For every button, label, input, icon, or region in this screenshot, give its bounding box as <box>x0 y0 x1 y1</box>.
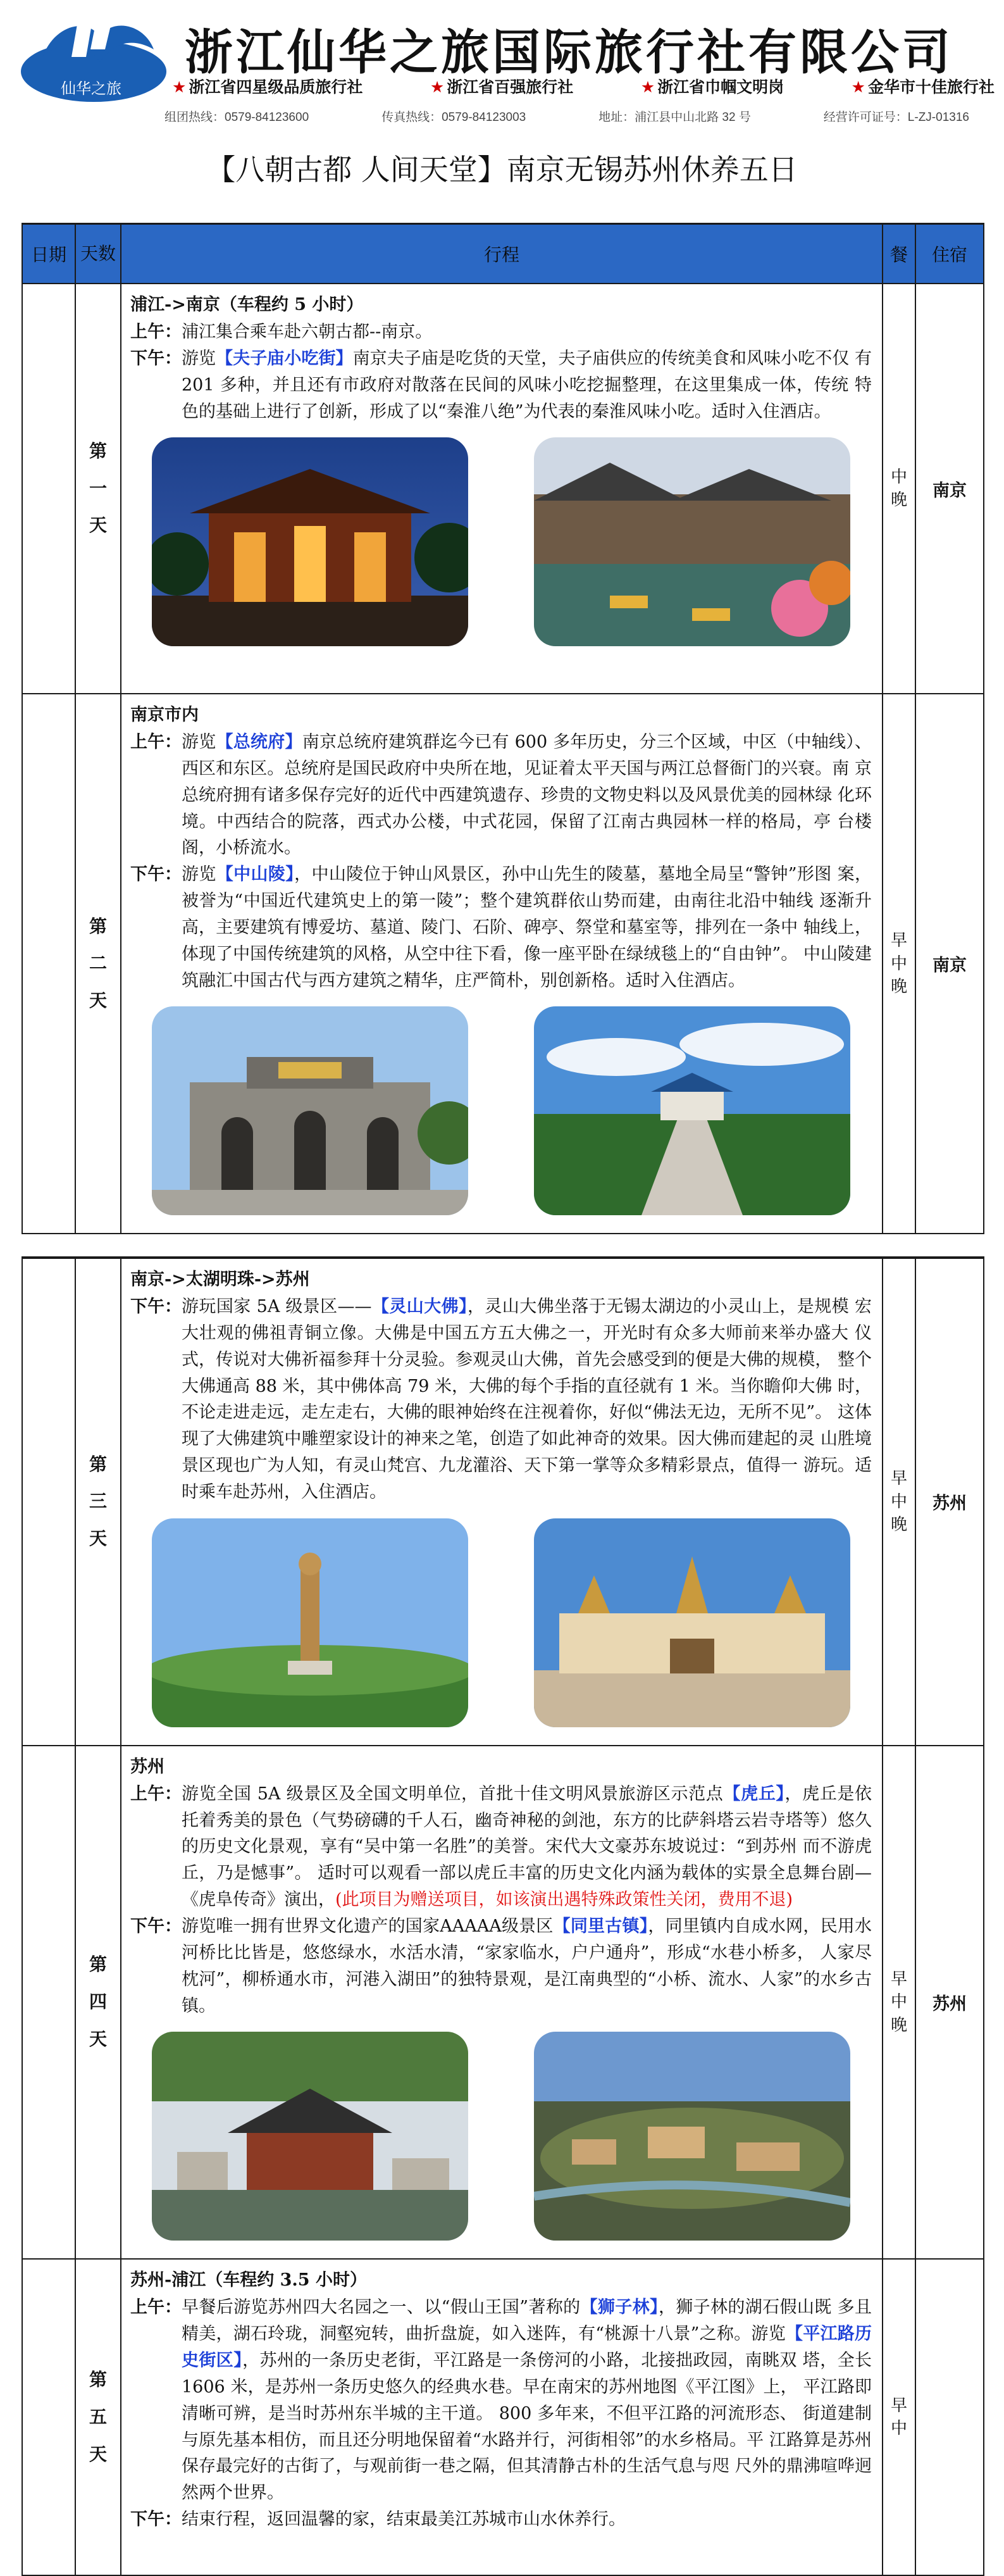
day-row <box>22 1258 984 1746</box>
contact-fax: 传真热线：0579-84123003 <box>381 111 526 124</box>
table-header-row <box>22 224 984 284</box>
gift-notice: (此项目为赠送项目，如该演出遇特殊政策性关闭，费用不退) <box>335 1890 793 1910</box>
header-trip: 行程 <box>121 224 883 284</box>
sun-yatsen-mausoleum-photo <box>534 1006 850 1215</box>
photo-row <box>130 1506 872 1736</box>
itinerary-table-continued <box>22 1256 984 2576</box>
segment-morning: 上午： 早餐后游览苏州四大名园之一、以“假山王国”著称的【狮子林】，狮子林的湖石假山既 多且精美，湖石玲珑，洞壑宛转，曲折盘旋，如入迷阵，有“桃源十八景”之称。游览【平江路历史街区】，苏州的一条历史老街，平江路是一条傍河的小路，北接拙政园，南眺双 塔，全长 1606 米，是苏州一条历史悠久的经典水巷。早在南宋的苏州地图《平江图》上， 平江路即清晰可辨，是当时苏州东半城的主干道。 800 多年来，不但平江路的河流形态、 街道建制与原先基本相仿，而且还分明地保留着“水路并行，河街相邻”的水乡格局。平 江路算是苏州保存最完好的古街了，与观前街一巷之隔，但其清静古朴的生活气息与咫 尺外的鼎沸喧哗迥然两个世界。 <box>130 2298 872 2503</box>
qinhuai-river-photo <box>534 437 850 646</box>
presidential-palace-photo <box>152 1006 468 1215</box>
date-cell <box>22 1746 75 2260</box>
attraction-name: 【同里古镇】 <box>553 1916 648 1936</box>
header-day: 天数 <box>75 224 121 284</box>
meal-cell: 早 中 晚 <box>883 1258 915 1746</box>
trip-cell <box>121 1746 883 2260</box>
header-meal: 餐 <box>883 224 915 284</box>
honor-item: ★ 金华市十佳旅行社 <box>851 78 995 96</box>
trip-cell <box>121 694 883 1234</box>
route-title: 南京->太湖明珠->苏州 <box>130 1270 310 1289</box>
attraction-name: 【平江路历史街区】 <box>182 2324 872 2371</box>
day-row <box>22 1746 984 2260</box>
route-title: 苏州-浦江（车程约 3.5 小时） <box>130 2270 367 2291</box>
attraction-name: 【狮子林】 <box>580 2298 659 2318</box>
route-title: 南京市内 <box>130 705 199 725</box>
star-icon: ★ <box>640 78 655 96</box>
contact-phone: 组团热线：0579-84123600 <box>164 111 309 124</box>
star-icon: ★ <box>430 78 445 96</box>
trip-cell <box>121 1258 883 1746</box>
attraction-name: 【夫子庙小吃街】 <box>216 348 353 368</box>
header-date: 日期 <box>22 224 75 284</box>
date-cell <box>22 2259 75 2575</box>
photo-row <box>130 425 872 655</box>
hotel-cell: 苏州 <box>915 1746 984 2260</box>
day-row <box>22 2259 984 2575</box>
segment-morning: 上午： 浦江集合乘车赴六朝古都--南京。 <box>130 322 433 342</box>
tour-title: 【八朝古都 人间天堂】南京无锡苏州休养五日 <box>206 153 798 187</box>
segment-morning: 上午： 游览【总统府】南京总统府建筑群迄今已有 600 多年历史，分三个区域，中区（中轴线）、 西区和东区。总统府是国民政府中央所在地，见证着太平天国与两江总督衙门的兴衰。南 京总统府拥有诸多保存完好的近代中西建筑遗存、珍贵的文物史料以及风景优美的园林绿 化环境。中西结合的院落，西式办公楼，中式花园，保留了江南古典园林一样的格局，亭 台楼阁，小桥流水。 <box>130 732 872 858</box>
hotel-cell: 苏州 <box>915 1258 984 1746</box>
date-cell <box>22 284 75 694</box>
segment-afternoon: 下午： 游览唯一拥有世界文化遗产的国家AAAAA级景区【同里古镇】，同里镇内自成水网，民用水河桥比比皆是，悠悠绿水，水活水清，“家家临水，户户通舟”，形成“水巷小桥多， 人家尽枕河”，柳桥通水市，河港入湖田”的独特景观，是江南典型的“小桥、流水、人家”的水乡古镇。 <box>130 1916 872 2016</box>
photo-row <box>130 2019 872 2249</box>
hotel-cell <box>915 2259 984 2575</box>
night-gate-photo <box>152 437 468 646</box>
segment-afternoon: 下午： 游览【中山陵】，中山陵位于钟山风景区，孙中山先生的陵墓，墓地全局呈“警钟”形图 案，被誉为“中国近代建筑史上的第一陵”；整个建筑群依山势而建，由南往北沿中轴线 逐渐升高，主要建筑有博爱坊、墓道、陵门、石阶、碑亭、祭堂和墓室等，排列在一条中 轴线上，体现了中国传统建筑的风格，从空中往下看，像一座平卧在绿绒毯上的“自由钟”。 中山陵建筑融汇中国古代与西方建筑之精华，庄严简朴，别创新格。适时入住酒店。 <box>130 865 872 991</box>
day-number: 第 二 天 <box>75 694 121 1234</box>
lingshan-palace-photo <box>534 1518 850 1727</box>
trip-cell <box>121 284 883 694</box>
date-cell <box>22 1258 75 1746</box>
meal-cell: 早 中 晚 <box>883 694 915 1234</box>
star-icon: ★ <box>851 78 865 96</box>
tongli-aerial-photo <box>534 2032 850 2241</box>
segment-afternoon: 下午： 结束行程，返回温馨的家，结束最美江苏城市山水休养行。 <box>130 2510 626 2530</box>
suzhou-garden-photo <box>152 2032 468 2241</box>
honor-item: ★ 浙江省百强旅行社 <box>430 78 574 96</box>
honor-item: ★ 浙江省巾帼文明岗 <box>640 78 784 96</box>
route-title: 苏州 <box>130 1756 164 1777</box>
company-logo <box>18 11 170 106</box>
page-header <box>0 0 1004 133</box>
honors-list <box>172 75 995 97</box>
day-row <box>22 284 984 694</box>
meal-cell: 早 中 <box>883 2259 915 2575</box>
license-number: 经营许可证号：L-ZJ-01316 <box>823 111 969 124</box>
day-row <box>22 694 984 1234</box>
day-number: 第 四 天 <box>75 1746 121 2260</box>
route-title: 浦江->南京（车程约 5 小时） <box>130 295 364 315</box>
lingshan-buddha-photo <box>152 1518 468 1727</box>
attraction-name: 【总统府】 <box>216 732 302 752</box>
meal-cell: 中 晚 <box>883 284 915 694</box>
attraction-name: 【虎丘】 <box>723 1784 785 1804</box>
date-cell <box>22 694 75 1234</box>
attraction-name: 【灵山大佛】 <box>371 1297 468 1316</box>
segment-afternoon: 下午： 游览【夫子庙小吃街】南京夫子庙是吃货的天堂，夫子庙供应的传统美食和风味小吃不仅 有 201 多种，并且还有市政府对散落在民间的风味小吃挖掘整理，在这里集成一体，传统 特色的基础上进行了创新，形成了以“秦淮八绝”为代表的秦淮风味小吃。适时入住酒店。 <box>130 348 872 422</box>
hotel-cell: 南京 <box>915 694 984 1234</box>
star-icon: ★ <box>172 78 187 96</box>
meal-cell: 早 中 晚 <box>883 1746 915 2260</box>
hotel-cell: 南京 <box>915 284 984 694</box>
segment-morning: 上午： 游览全国 5A 级景区及全国文明单位，首批十佳文明风景旅游区示范点【虎丘】，虎丘是依托着秀美的景色（气势磅礴的千人石，幽奇神秘的剑池，东方的比萨斜塔云岩寺塔等）悠久的历史文化景观，享有“吴中第一名胜”的美誉。宋代大文豪苏东坡说过：“到苏州 而不游虎丘，乃是憾事”。 适时可以观看一部以虎丘丰富的历史文化内涵为载体的实景全息舞台剧—《虎阜传奇》演出，(此项目为赠送项目，如该演出遇特殊政策性关闭，费用不退) <box>130 1784 872 1910</box>
photo-row <box>130 994 872 1224</box>
day-number: 第 一 天 <box>75 284 121 694</box>
day-number: 第 三 天 <box>75 1258 121 1746</box>
contact-address: 地址：浦江县中山北路 32 号 <box>598 111 751 124</box>
trip-cell <box>121 2259 883 2575</box>
day-number: 第 五 天 <box>75 2259 121 2575</box>
company-name: 浙江仙华之旅国际旅行社有限公司 <box>185 24 953 80</box>
header-hotel: 住宿 <box>915 224 984 284</box>
segment-afternoon: 下午： 游玩国家 5A 级景区——【灵山大佛】，灵山大佛坐落于无锡太湖边的小灵山上，是规模 宏大壮观的佛祖青铜立像。大佛是中国五方五大佛之一，开光时有众多大师前来举办盛大 仪式，传说对大佛祈福参拜十分灵验。参观灵山大佛，首先会感受到的便是大佛的规模， 整个大佛通高 88 米，其中佛体高 79 米，大佛的每个手指的直径就有 1 米。当你瞻仰大佛 时，不论走进走远，走左走右，大佛的眼神始终在注视着你，好似“佛法无边，无所不见”。 这体现了大佛建筑中雕塑家设计的神来之笔，创造了如此神奇的效果。因大佛而建起的灵 山胜境景区现也广为人知，有灵山梵宫、九龙灌浴、天下第一掌等众多精彩景点，值得一 游玩。适时乘车赴苏州，入住酒店。 <box>130 1297 872 1502</box>
contact-info <box>164 108 969 125</box>
honor-item: ★ 浙江省四星级品质旅行社 <box>172 78 363 96</box>
attraction-name: 【中山陵】 <box>216 865 295 885</box>
svg-text:仙华之旅: 仙华之旅 <box>61 80 121 97</box>
itinerary-table <box>22 223 984 1234</box>
